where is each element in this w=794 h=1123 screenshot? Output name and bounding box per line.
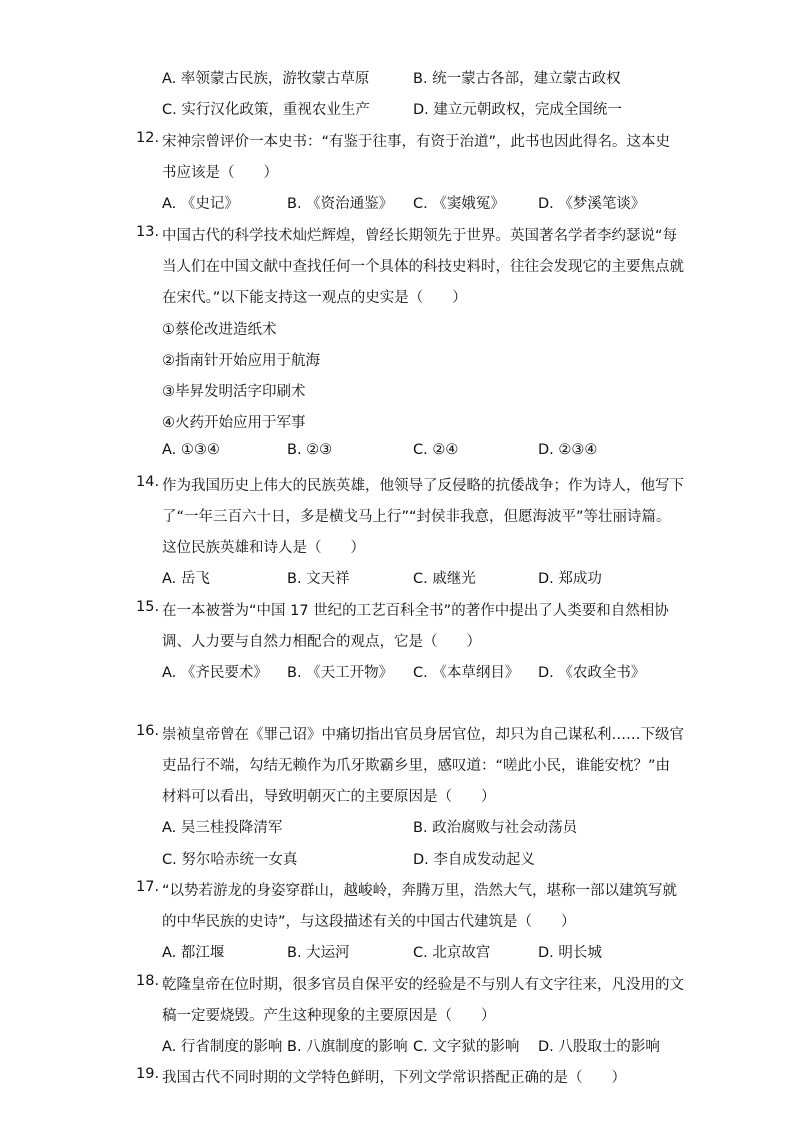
question-text: 乾隆皇帝在位时期，很多官员自保平安的经验是不与别人有文字往来，凡没用的文 (162, 977, 684, 993)
option-14-a: A. 岳飞 (162, 571, 210, 587)
question-text: 在一本被誉为“中国 17 世纪的工艺百科全书”的著作中提出了人类要和自然相协 (162, 603, 669, 619)
option-11-a: A. 率领蒙古民族，游牧蒙古草原 (162, 71, 370, 87)
question-text: 了“一年三百六十日，多是横戈马上行”“封侯非我意，但愿海波平”等壮丽诗篇。 (162, 509, 671, 525)
question-number: 14. (136, 474, 160, 490)
statement-item: ③毕昇发明活字印刷术 (162, 384, 306, 400)
statement-item: ④火药开始应用于军事 (162, 415, 306, 431)
option-14-c: C. 戚继光 (413, 571, 476, 587)
option-11-d: D. 建立元朝政权，完成全国统一 (413, 102, 622, 118)
question-text: 作为我国历史上伟大的民族英雄，他领导了反侵略的抗倭战争；作为诗人，他写下 (162, 478, 684, 494)
option-15-c: C. 《本草纲目》 (413, 665, 520, 681)
option-17-a: A. 都江堰 (162, 945, 225, 961)
option-12-d: D. 《梦溪笔谈》 (538, 196, 646, 212)
question-text: 中国古代的科学技术灿烂辉煌，曾经长期领先于世界。英国著名学者李约瑟说“每 (162, 228, 678, 244)
question-text: 调、人力要与自然力相配合的观点，它是（ ） (162, 634, 481, 650)
question-text: 的中华民族的史诗”，与这段描述有关的中国古代建筑是（ ） (162, 914, 576, 930)
option-16-c: C. 努尔哈赤统一女真 (162, 852, 298, 868)
question-number: 15. (136, 599, 160, 615)
question-text: 吏品行不端，勾结无赖作为爪牙欺霸乡里，感叹道：“嗟此小民，谁能安枕？”由 (162, 758, 671, 774)
question-number: 12. (136, 130, 160, 146)
option-13-a: A. ①③④ (162, 442, 220, 458)
option-17-b: B. 大运河 (287, 945, 350, 961)
question-text: 我国古代不同时期的文学特色鲜明，下列文学常识搭配正确的是（ ） (162, 1070, 626, 1086)
option-13-c: C. ②④ (413, 442, 459, 458)
option-18-a: A. 行省制度的影响 (162, 1039, 283, 1055)
option-12-b: B. 《资治通鉴》 (287, 196, 394, 212)
question-text: 崇祯皇帝曾在《罪己诏》中痛切指出官员身居官位，却只为自己谋私利……下级官 (162, 727, 684, 743)
question-text: 书应该是（ ） (162, 165, 278, 181)
option-11-c: C. 实行汉化政策，重视农业生产 (162, 102, 370, 118)
question-number: 16. (136, 723, 160, 739)
option-15-a: A. 《齐民要术》 (162, 665, 268, 681)
option-11-b: B. 统一蒙古各部，建立蒙古政权 (413, 71, 621, 87)
option-17-d: D. 明长城 (538, 945, 602, 961)
question-number: 18. (136, 973, 160, 989)
statement-item: ②指南针开始应用于航海 (162, 353, 320, 369)
option-16-d: D. 李自成发动起义 (413, 852, 535, 868)
option-12-a: A. 《史记》 (162, 196, 239, 212)
option-13-d: D. ②③④ (538, 442, 598, 458)
option-14-d: D. 郑成功 (538, 571, 602, 587)
option-15-d: D. 《农政全书》 (538, 665, 646, 681)
question-text: 当人们在中国文献中查找任何一个具体的科技史料时，往往会发现它的主要焦点就 (162, 259, 684, 275)
question-text: 稿一定要烧毁。产生这种现象的主要原因是（ ） (162, 1008, 496, 1024)
option-12-c: C. 《窦娥冤》 (413, 196, 505, 212)
question-text: 在宋代。”以下能支持这一观点的史实是（ ） (162, 290, 467, 306)
statement-item: ①蔡伦改进造纸术 (162, 322, 277, 338)
question-number: 17. (136, 879, 160, 895)
question-text: “以势若游龙的身姿穿群山，越峻岭，奔腾万里，浩然大气，堪称一部以建筑写就 (162, 883, 678, 899)
question-text: 宋神宗曾评价一本史书：“有鉴于往事，有资于治道”，此书也因此得名。这本史 (162, 134, 671, 150)
option-15-b: B. 《天工开物》 (287, 665, 394, 681)
question-number: 19. (136, 1066, 160, 1082)
question-number: 13. (136, 224, 160, 240)
question-text: 材料可以看出，导致明朝灭亡的主要原因是（ ） (162, 789, 496, 805)
option-14-b: B. 文天祥 (287, 571, 350, 587)
question-text: 这位民族英雄和诗人是（ ） (162, 540, 365, 556)
option-18-b: B. 八旗制度的影响 (287, 1039, 408, 1055)
option-13-b: B. ②③ (287, 442, 333, 458)
option-16-a: A. 吴三桂投降清军 (162, 820, 283, 836)
option-18-c: C. 文字狱的影响 (413, 1039, 520, 1055)
option-18-d: D. 八股取士的影响 (538, 1039, 660, 1055)
option-16-b: B. 政治腐败与社会动荡员 (413, 820, 578, 836)
option-17-c: C. 北京故宫 (413, 945, 491, 961)
